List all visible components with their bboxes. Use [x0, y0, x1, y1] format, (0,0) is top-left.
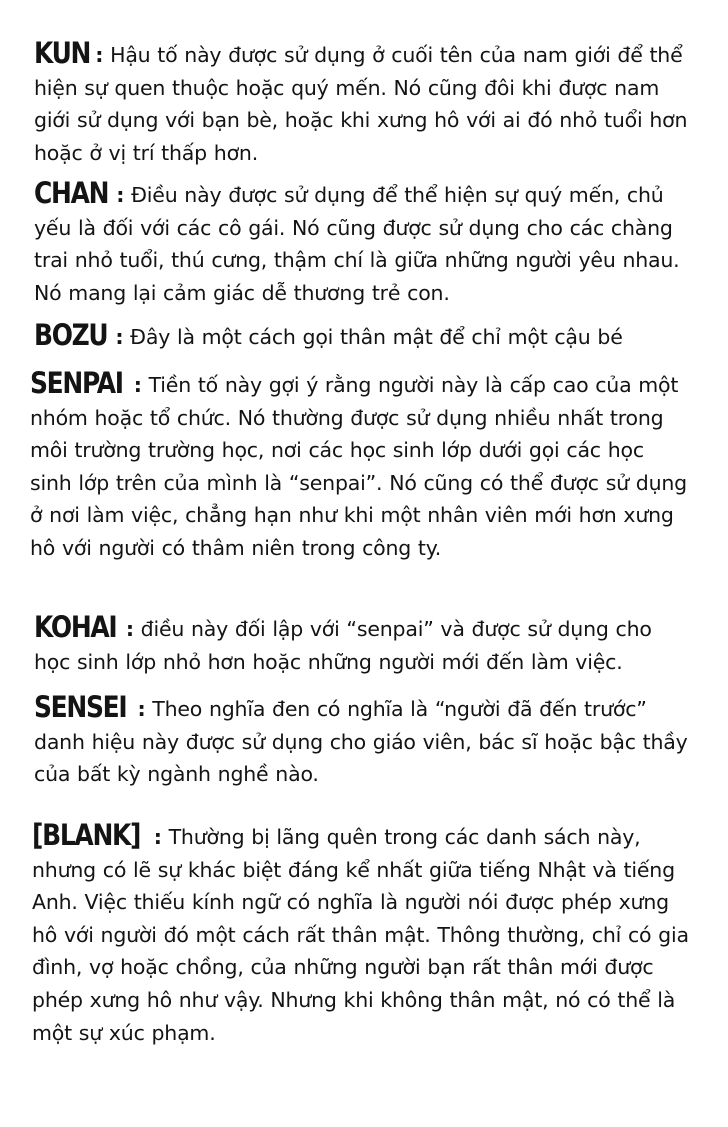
definition-sensei: Theo nghĩa đen có nghĩa là “người đã đến trước” danh hiệu này được sử dụng cho giáo viên, bác sĩ hoặc bậc thầy của bất kỳ ngành nghề nào.	[34, 697, 688, 787]
term-blank: [BLANK]	[32, 818, 141, 852]
term-chan: CHAN	[34, 176, 109, 210]
colon: :	[125, 617, 134, 641]
definition-bozu: Đây là một cách gọi thân mật để chỉ một cậu bé	[123, 325, 623, 349]
term-kun: KUN	[34, 36, 91, 70]
definition-chan: Điều này được sử dụng để thể hiện sự quý mến, chủ yếu là đối với các cô gái. Nó cũng được sử dụng cho các chàng trai nhỏ tuổi, thú cưng, thậm chí là giữa những người yêu nhau. Nó mang lại cảm giác dễ thương trẻ con.	[34, 183, 680, 305]
term-senpai: SENPAI	[30, 366, 123, 400]
colon: :	[115, 325, 124, 349]
entry-bozu	[34, 320, 694, 354]
term-bozu: BOZU	[34, 318, 108, 352]
term-sensei: SENSEI	[34, 690, 127, 724]
entry-senpai	[30, 368, 690, 565]
colon: :	[95, 43, 104, 67]
definition-senpai: Tiền tố này gợi ý rằng người này là cấp cao của một nhóm hoặc tổ chức. Nó thường được sử dụng nhiều nhất trong môi trường trường học, nơi các học sinh lớp dưới gọi các học sinh lớp trên của mình là “senpai”. Nó cũng có thể được sử dụng ở nơi làm việc, chẳng hạn như khi một nhân viên mới hơn xưng hô với người có thâm niên trong công ty.	[30, 373, 687, 560]
colon: :	[133, 373, 142, 397]
term-kohai: KOHAI	[34, 610, 117, 644]
definition-kohai: điều này đối lập với “senpai” và được sử dụng cho học sinh lớp nhỏ hơn hoặc những người mới đến làm việc.	[34, 617, 652, 674]
colon: :	[137, 697, 146, 721]
entry-chan	[34, 178, 694, 309]
entry-sensei	[34, 692, 694, 791]
colon: :	[116, 183, 125, 207]
definition-kun: Hậu tố này được sử dụng ở cuối tên của nam giới để thể hiện sự quen thuộc hoặc quý mến. Nó cũng đôi khi được nam giới sử dụng với bạn bè, hoặc khi xưng hô với ai đó nhỏ tuổi hơn hoặc ở vị trí thấp hơn.	[34, 43, 688, 165]
colon: :	[153, 825, 162, 849]
definition-blank: Thường bị lãng quên trong các danh sách này, nhưng có lẽ sự khác biệt đáng kể nhất giữa tiếng Nhật và tiếng Anh. Việc thiếu kính ngữ có nghĩa là người nói được phép xưng hô với người đó một cách rất thân mật. Thông thường, chỉ có gia đình, vợ hoặc chồng, của những người bạn rất thân mới được phép xưng hô như vậy. Nhưng khi không thân mật, nó có thể là một sự xúc phạm.	[32, 825, 689, 1045]
entry-kohai	[34, 612, 694, 678]
entry-kun	[34, 38, 694, 169]
entry-blank	[32, 820, 692, 1049]
